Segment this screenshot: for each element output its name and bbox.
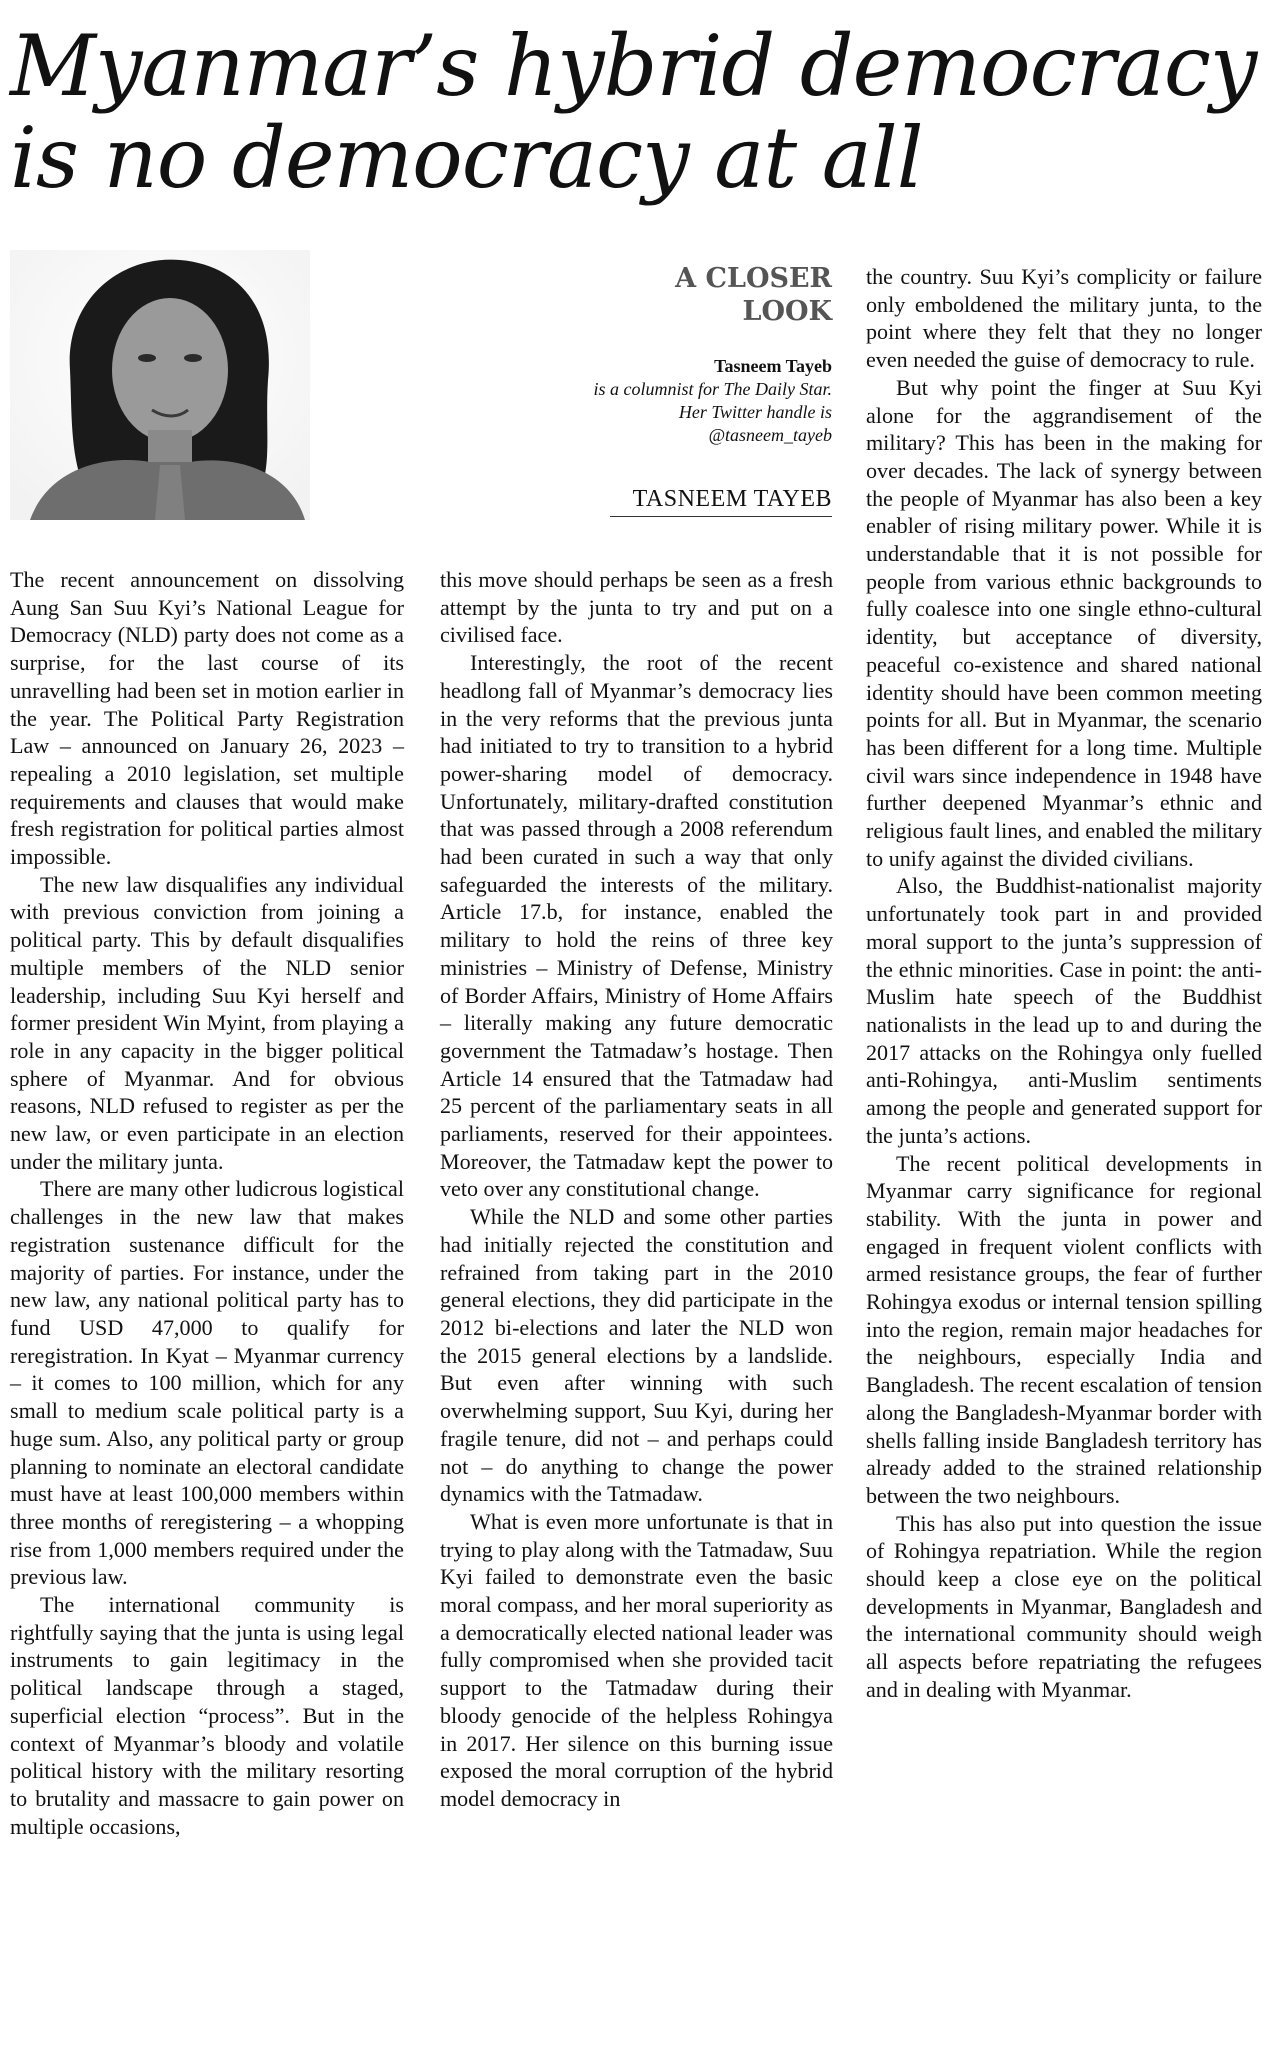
- paragraph: But why point the finger at Suu Kyi alone for the aggrandisement of the military? This has been in the making for over decades. The lack of synergy between the people of Myanmar has also been a key enabler of rising military power. While it is understandable that it is not possible for people from various ethnic backgrounds to fully coalesce into one single ethno-cultural identity, but acceptance of diversity, peaceful co-existence and shared national identity should have been common meeting points for all. But in Myanmar, the scenario has been different for a long time. Multiple civil wars since independence in 1948 have further deepened Myanmar’s ethnic and religious fault lines, and enabled the military to unify against the divided civilians.: [866, 374, 1262, 871]
- headline-line-1: Myanmar’s hybrid democracy: [10, 17, 1257, 115]
- paragraph: What is even more unfortunate is that in trying to play along with the Tatmadaw, Suu Kyi failed to demonstrate even the basic moral compass, and her moral superiority as a democratically elected national leader was fully compromised when she provided tacit support to the Tatmadaw during their bloody genocide of the helpless Rohingya in 2017. Her silence on this burning issue exposed the moral corruption of the hybrid model democracy in: [440, 1508, 833, 1811]
- article-column-2: [440, 566, 833, 1813]
- paragraph: Interestingly, the root of the recent headlong fall of Myanmar’s democracy lies in the very reforms that the previous junta had initiated to try to transition to a hybrid power-sharing model of democracy. Unfortunately, military-drafted constitution that was passed through a 2008 referendum had been curated in such a way that only safeguarded the interests of the military. Article 17.b, for instance, enabled the military to hold the reins of three key ministries – Ministry of Defense, Ministry of Border Affairs, Ministry of Home Affairs – literally making any future democratic government the Tatmadaw’s hostage. Then Article 14 ensured that the Tatmadaw had 25 percent of the parliamentary seats in all parliaments, reserved for their appointees. Moreover, the Tatmadaw kept the power to veto over any constitutional change.: [440, 650, 833, 1202]
- paragraph: The international community is rightfully saying that the junta is using legal instruments to gain legitimacy in the political landscape through a staged, superficial election “process”. But in the context of Myanmar’s bloody and volatile political history with the military resorting to brutality and massacre to gain power on multiple occasions,: [10, 1592, 404, 1839]
- headline: [10, 17, 1265, 207]
- paragraph: Also, the Buddhist-nationalist majority unfortunately took part in and provided moral support to the junta’s suppression of the ethnic minorities. Case in point: the anti-Muslim hate speech of the Buddhist nationalists in the lead up to and during the 2017 attacks on the Rohingya only fuelled anti-Rohingya, anti-Muslim sentiments among the people and generated support for the junta’s actions.: [866, 873, 1262, 1148]
- headline-line-2: is no democracy at all: [10, 109, 923, 207]
- paragraph: There are many other ludicrous logistical challenges in the new law that makes registration sustenance difficult for the majority of parties. For instance, under the new law, any national political party has to fund USD 47,000 to qualify for reregistration. In Kyat – Myanmar currency – it comes to 100 million, which for any small to medium scale political party is a huge sum. Also, any political party or group planning to nominate an electoral candidate must have at least 100,000 members within three months of reregistering – a whopping rise from 1,000 members required under the previous law.: [10, 1176, 404, 1590]
- author-bio: [520, 355, 832, 447]
- author-photo: [10, 250, 310, 520]
- bio-line-2: Her Twitter handle is: [678, 402, 832, 422]
- byline: TASNEEM TAYEB: [632, 486, 832, 512]
- paragraph: The new law disqualifies any individual with previous conviction from joining a political party. This by default disqualifies multiple members of the NLD senior leadership, including Suu Kyi herself and former president Win Myint, from playing a role in any capacity in the bigger political sphere of Myanmar. And for obvious reasons, NLD refused to register as per the new law, or even participate in an election under the military junta.: [10, 871, 404, 1174]
- paragraph: This has also put into question the issue of Rohingya repatriation. While the region should keep a close eye on the political developments in Myanmar, Bangladesh and the international community should weigh all aspects before repatriating the refugees and in dealing with Myanmar.: [866, 1510, 1262, 1702]
- byline-rule: [610, 516, 832, 517]
- column-label: A CLOSER LOOK: [675, 263, 832, 327]
- paragraph: The recent announcement on dissolving Aung San Suu Kyi’s National League for Democracy (NLD) party does not come as a surprise, for the last course of its unravelling had been set in motion earlier in the year. The Political Party Registration Law – announced on January 26, 2023 – repealing a 2010 legislation, set multiple requirements and clauses that would make fresh registration for political parties almost impossible.: [10, 567, 404, 870]
- bio-twitter-handle: @tasneem_tayeb: [708, 425, 832, 445]
- article-column-3: [866, 263, 1262, 1704]
- paragraph: While the NLD and some other parties had initially rejected the constitution and refrained from taking part in the 2010 general elections, they did participate in the 2012 bi-elections and later the NLD won the 2015 general elections by a landslide. But even after winning with such overwhelming support, Suu Kyi, during her fragile tenure, did not – and perhaps could not – do anything to change the power dynamics with the Tatmadaw.: [440, 1204, 833, 1507]
- bio-name: Tasneem Tayeb: [714, 356, 832, 376]
- paragraph: this move should perhaps be seen as a fresh attempt by the junta to try and put on a civilised face.: [440, 567, 833, 648]
- bio-line-1: is a columnist for The Daily Star.: [593, 379, 832, 399]
- article-column-1: [10, 566, 404, 1840]
- paragraph: the country. Suu Kyi’s complicity or failure only emboldened the military junta, to the point where they felt that they no longer even needed the guise of democracy to rule.: [866, 264, 1262, 373]
- paragraph: The recent political developments in Myanmar carry significance for regional stability. With the junta in power and engaged in frequent violent conflicts with armed resistance groups, the fear of further Rohingya exodus or internal tension spilling into the region, remain major headaches for the neighbours, especially India and Bangladesh. The recent escalation of tension along the Bangladesh-Myanmar border with shells falling inside Bangladesh territory has already added to the strained relationship between the two neighbours.: [866, 1150, 1262, 1508]
